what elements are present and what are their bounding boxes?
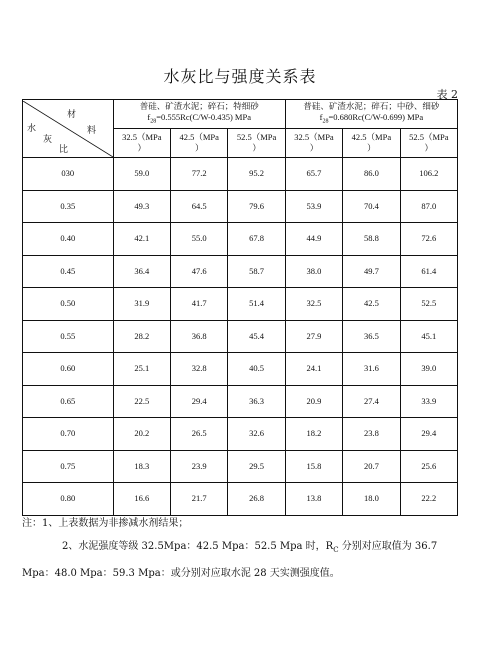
- group-header-medium-sand: [285, 100, 457, 129]
- strength-cell: 72.6: [400, 223, 457, 256]
- strength-cell: 52.5: [400, 288, 457, 321]
- group-formula: $f_{28}=0.680Rc(C/W-0.699)$ MPa: [319, 111, 424, 125]
- note-2: 2、水泥强度等级 32.5Mpa：42.5 Mpa：52.5 Mpa 时，$R_C$ 分别对应取值为 36.7: [62, 541, 438, 554]
- strength-cell: 49.3: [113, 190, 170, 223]
- strength-cell: 23.9: [171, 450, 228, 483]
- strength-cell: 36.8: [171, 320, 228, 353]
- strength-cell: 44.9: [285, 223, 342, 256]
- table-row: [23, 353, 458, 386]
- strength-cell: 70.4: [343, 190, 400, 223]
- strength-cell: 39.0: [400, 353, 457, 386]
- strength-cell: 29.4: [171, 385, 228, 418]
- wc-ratio-cell: 0.35: [23, 190, 114, 223]
- wc-ratio-cell: 0.70: [23, 418, 114, 451]
- strength-cell: 29.5: [228, 450, 285, 483]
- strength-cell: 27.9: [285, 320, 342, 353]
- strength-cell: 31.9: [113, 288, 170, 321]
- corner-label-left1: 水: [27, 122, 37, 133]
- strength-cell: 18.3: [113, 450, 170, 483]
- wc-ratio-cell: 0.75: [23, 450, 114, 483]
- strength-cell: 33.9: [400, 385, 457, 418]
- table-row: [23, 288, 458, 321]
- corner-label-top1: 材: [67, 108, 77, 119]
- strength-cell: 25.6: [400, 450, 457, 483]
- strength-cell: 36.3: [228, 385, 285, 418]
- sub-header: 52.5（MPa ）: [228, 129, 285, 158]
- group-header-fine-sand: [113, 100, 285, 129]
- strength-cell: 31.6: [343, 353, 400, 386]
- strength-cell: 32.6: [228, 418, 285, 451]
- strength-cell: 58.8: [343, 223, 400, 256]
- strength-cell: 41.7: [171, 288, 228, 321]
- wc-ratio-cell: 0.55: [23, 320, 114, 353]
- strength-cell: 45.4: [228, 320, 285, 353]
- strength-cell: 79.6: [228, 190, 285, 223]
- strength-cell: 67.8: [228, 223, 285, 256]
- table-row: [23, 450, 458, 483]
- strength-cell: 20.9: [285, 385, 342, 418]
- note-1: 注：1、上表数据为非掺减水剂结果；: [22, 518, 189, 529]
- corner-header: [23, 100, 114, 158]
- wc-ratio-cell: 0.45: [23, 255, 114, 288]
- corner-label-left2: 灰: [43, 133, 53, 144]
- table-row: [23, 223, 458, 256]
- strength-cell: 28.2: [113, 320, 170, 353]
- strength-cell: 15.8: [285, 450, 342, 483]
- wc-ratio-cell: 0.65: [23, 385, 114, 418]
- strength-cell: 18.0: [343, 483, 400, 516]
- strength-cell: 51.4: [228, 288, 285, 321]
- strength-cell: 40.5: [228, 353, 285, 386]
- group-title: 普硅、矿渣水泥；碎石；特细砂: [139, 100, 259, 111]
- sub-header: 42.5（MPa ）: [171, 129, 228, 158]
- strength-cell: 29.4: [400, 418, 457, 451]
- wc-ratio-cell: 030: [23, 158, 114, 191]
- table-row: [23, 255, 458, 288]
- group-formula: $f_{28}=0.555Rc(C/W-0.435)$ MPa: [147, 111, 251, 125]
- strength-cell: 23.8: [343, 418, 400, 451]
- strength-cell: 36.5: [343, 320, 400, 353]
- sub-header: 42.5（MPa ）: [343, 129, 400, 158]
- strength-cell: 95.2: [228, 158, 285, 191]
- strength-cell: 59.0: [113, 158, 170, 191]
- notes: [22, 512, 462, 585]
- table-number: 表 2: [436, 88, 458, 101]
- strength-cell: 18.2: [285, 418, 342, 451]
- corner-label-top2: 料: [87, 124, 97, 135]
- strength-cell: 42.1: [113, 223, 170, 256]
- strength-cell: 61.4: [400, 255, 457, 288]
- strength-cell: 42.5: [343, 288, 400, 321]
- table-row: [23, 385, 458, 418]
- table-row: [23, 418, 458, 451]
- strength-cell: 24.1: [285, 353, 342, 386]
- strength-cell: 32.8: [171, 353, 228, 386]
- note-2-continued: Mpa：48.0 Mpa：59.3 Mpa：或分别对应取水泥 28 天实测强度值。: [22, 568, 340, 579]
- corner-label-left3: 比: [59, 143, 69, 154]
- table-row: [23, 320, 458, 353]
- strength-cell: 22.2: [400, 483, 457, 516]
- strength-cell: 13.8: [285, 483, 342, 516]
- strength-cell: 36.4: [113, 255, 170, 288]
- strength-cell: 87.0: [400, 190, 457, 223]
- table-row: [23, 190, 458, 223]
- strength-cell: 58.7: [228, 255, 285, 288]
- wc-ratio-cell: 0.80: [23, 483, 114, 516]
- strength-cell: 106.2: [400, 158, 457, 191]
- table-row: [23, 483, 458, 516]
- wc-ratio-cell: 0.50: [23, 288, 114, 321]
- group-title: 普硅、矿渣水泥；碎石；中砂、细砂: [303, 100, 440, 111]
- wc-ratio-cell: 0.40: [23, 223, 114, 256]
- strength-table: [22, 99, 458, 516]
- table-row: [23, 158, 458, 191]
- sub-header: 32.5（MPa ）: [285, 129, 342, 158]
- strength-cell: 25.1: [113, 353, 170, 386]
- sub-header: 52.5（MPa ）: [400, 129, 457, 158]
- strength-cell: 47.6: [171, 255, 228, 288]
- strength-cell: 20.2: [113, 418, 170, 451]
- strength-cell: 55.0: [171, 223, 228, 256]
- strength-cell: 77.2: [171, 158, 228, 191]
- wc-ratio-cell: 0.60: [23, 353, 114, 386]
- strength-cell: 64.5: [171, 190, 228, 223]
- strength-cell: 22.5: [113, 385, 170, 418]
- strength-cell: 16.6: [113, 483, 170, 516]
- strength-cell: 45.1: [400, 320, 457, 353]
- strength-cell: 53.9: [285, 190, 342, 223]
- page-title: 水灰比与强度关系表: [163, 67, 317, 86]
- strength-cell: 20.7: [343, 450, 400, 483]
- strength-cell: 38.0: [285, 255, 342, 288]
- strength-cell: 32.5: [285, 288, 342, 321]
- strength-cell: 26.5: [171, 418, 228, 451]
- sub-header: 32.5（MPa ）: [113, 129, 170, 158]
- strength-cell: 49.7: [343, 255, 400, 288]
- strength-cell: 65.7: [285, 158, 342, 191]
- strength-cell: 26.8: [228, 483, 285, 516]
- strength-cell: 21.7: [171, 483, 228, 516]
- strength-cell: 86.0: [343, 158, 400, 191]
- strength-cell: 27.4: [343, 385, 400, 418]
